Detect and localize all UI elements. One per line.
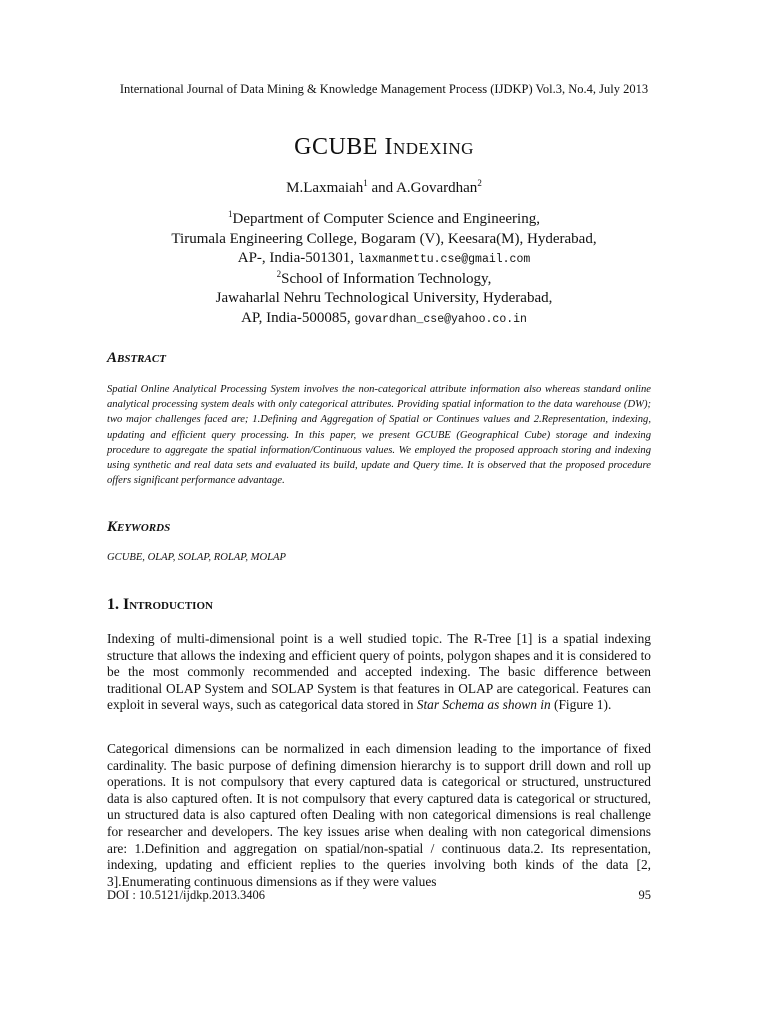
journal-header: International Journal of Data Mining & Knowledge Management Process (IJDKP) Vol.3, No.4, July 2013	[119, 82, 649, 96]
introduction-paragraph-1: Indexing of multi-dimensional point is a well studied topic. The R-Tree [1] is a spatial indexing structure that allows the indexing and efficient query of points, polygon shapes and it is considered to be the most commonly recommended and accepted indexing. The basic difference between traditional OLAP System and SOLAP System is that features in OLAP are categorical. Features can exploit in several ways, such as categorical data stored in Star Schema as shown in (Figure 1).	[107, 631, 651, 713]
affiliation-2-line-1: $^2$School of Information Technology,	[276, 268, 492, 287]
author-line	[0, 180, 768, 197]
introduction-paragraph-2: Categorical dimensions can be normalized in each dimension leading to the importance of fixed cardinality. The basic purpose of defining dimension hierarchy is to support drill down and roll up operations. It is not compulsory that every captured data is categorical or structured, unstructured data is also captured often. It is not compulsory that every captured data is categorical or structured, un structured data is also captured often Dealing with non categorical dimensions is real challenge for researcher and developers. The key issues arise when dealing with non categorical dimensions are: 1.Definition and aggregation on spatial/non-spatial / continuous data.2. Its representation, indexing, updating and efficient replies to the queries involving both kinds of the data [2, 3].Enumerating continuous dimensions as if they were values	[107, 741, 651, 889]
email-link-1[interactable]: laxmanmettu.cse@gmail.com	[357, 253, 531, 266]
abstract-heading: Abstract	[107, 350, 166, 366]
star-schema-phrase: Star Schema as shown in	[416, 697, 551, 713]
email-link-2[interactable]: govardhan_cse@yahoo.co.in	[354, 312, 527, 326]
affiliation-2-line-2: Jawaharlal Nehru Technological University, Hyderabad,	[215, 290, 553, 306]
abstract-text: Spatial Online Analytical Processing System involves the non-categorical attribute information also whereas standard online analytical processing system deals with only categorical attributes. Providing spatial information to the data warehouse (DW); two major challenges faced are; 1.Defining and Aggregation of Spatial or Continues values and 2.Representation, indexing, updating and efficient query processing. In this paper, we present GCUBE (Geographical Cube) storage and indexing procedure to aggregate the spatial information/Continuous values. We employed the proposed approach storing and indexing using synthetic and real data sets and evaluated its build, update and Query time. It is observed that the proposed procedure offers significant performance advantage.	[107, 384, 651, 487]
affiliation-1-line-2: Tirumala Engineering College, Bogaram (V), Keesara(M), Hyderabad,	[171, 230, 597, 247]
author-name-1: M.Laxmaiah	[286, 180, 364, 196]
keywords-heading: Keywords	[107, 519, 171, 535]
page-number: 95	[638, 888, 651, 902]
author-1-affiliation-marker: 1	[363, 178, 368, 188]
affiliation-2-marker: 2	[276, 268, 282, 279]
introduction-heading: 1. Introduction	[107, 596, 213, 613]
affiliation-1-line-3: AP-, India-501301, laxmanmettu.cse@gmail.com	[237, 250, 531, 266]
affiliation-2-line-3: AP, India-500085, govardhan_cse@yahoo.co.in	[241, 309, 527, 326]
author-name-2: A.Govardhan	[396, 180, 478, 196]
affiliation-1-marker: 1	[228, 209, 233, 219]
doi-text: DOI : 10.5121/ijdkp.2013.3406	[107, 888, 265, 902]
keywords-text: GCUBE, OLAP, SOLAP, ROLAP, MOLAP	[107, 552, 286, 563]
author-2-affiliation-marker: 2	[477, 178, 482, 188]
affiliation-1-line-1: $^1$Department of Computer Science and Engineering,	[228, 209, 540, 227]
paper-title: GCUBE Indexing	[294, 134, 474, 160]
affiliations	[0, 210, 768, 329]
author-joiner: and	[367, 180, 397, 196]
